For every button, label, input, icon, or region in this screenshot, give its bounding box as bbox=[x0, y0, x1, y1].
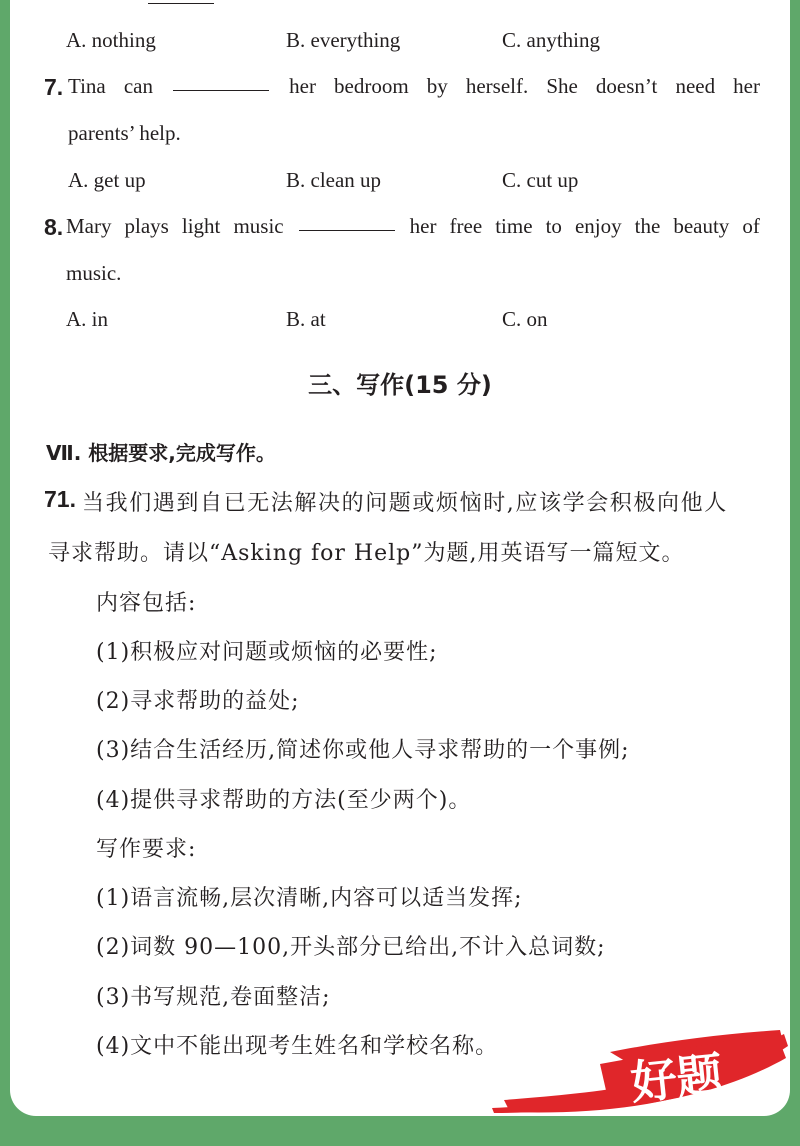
q8-word: free bbox=[449, 214, 483, 238]
q8-word: to bbox=[545, 214, 562, 238]
q71-prompt-line-1: 当我们遇到自已无法解决的问题或烦恼时,应该学会积极向他人 bbox=[82, 491, 728, 516]
q7-word: herself. bbox=[465, 74, 529, 98]
q7-word: Tina bbox=[68, 74, 106, 98]
stamp-text: 好题 bbox=[628, 1046, 726, 1111]
content-item-2: (2)寻求帮助的益处; bbox=[96, 689, 300, 714]
cut-off-answer-blank bbox=[148, 0, 214, 4]
q71-prompt-line-2: 寻求帮助。请以“Asking for Help”为题,用英语写一篇短文。 bbox=[48, 541, 685, 566]
q6-option-b[interactable]: B. everything bbox=[286, 28, 401, 52]
q7-line-2: parents’ help. bbox=[68, 121, 181, 145]
q7-number: 7. bbox=[44, 74, 64, 100]
q7-word: her bbox=[289, 74, 316, 98]
q8-option-c[interactable]: C. on bbox=[502, 307, 548, 331]
q8-word: plays bbox=[124, 214, 169, 238]
q8-word: beauty bbox=[673, 214, 730, 238]
part-7-heading: Ⅶ. 根据要求,完成写作。 bbox=[46, 441, 276, 465]
q7-word: need bbox=[675, 74, 716, 98]
requirement-item-2: (2)词数 90—100,开头部分已给出,不计入总词数; bbox=[96, 935, 606, 960]
q7-line-1 bbox=[68, 74, 760, 99]
q7-word: bedroom bbox=[334, 74, 409, 98]
q7-option-b[interactable]: B. clean up bbox=[286, 168, 382, 192]
q7-word: by bbox=[426, 74, 448, 98]
q8-word: her bbox=[409, 214, 437, 238]
content-item-1: (1)积极应对问题或烦恼的必要性; bbox=[96, 640, 438, 665]
q7-option-a[interactable]: A. get up bbox=[68, 168, 146, 192]
worksheet-page bbox=[10, 0, 790, 1116]
q8-option-a[interactable]: A. in bbox=[66, 307, 108, 331]
requirement-item-1: (1)语言流畅,层次清晰,内容可以适当发挥; bbox=[96, 886, 523, 911]
content-item-3: (3)结合生活经历,简述你或他人寻求帮助的一个事例; bbox=[96, 738, 630, 763]
requirement-item-4: (4)文中不能出现考生姓名和学校名称。 bbox=[96, 1034, 499, 1059]
q7-word: her bbox=[733, 74, 760, 98]
requirements-label: 写作要求: bbox=[96, 837, 197, 862]
q8-word: the bbox=[634, 214, 661, 238]
section-title: 三、写作(15 分) bbox=[308, 371, 492, 399]
requirement-item-3: (3)书写规范,卷面整洁; bbox=[96, 985, 331, 1010]
good-question-stamp bbox=[490, 1012, 790, 1116]
q6-option-a[interactable]: A. nothing bbox=[66, 28, 156, 52]
content-label: 内容包括: bbox=[96, 591, 197, 616]
q8-line-2: music. bbox=[66, 261, 122, 285]
content-item-4: (4)提供寻求帮助的方法(至少两个)。 bbox=[96, 788, 472, 813]
q8-word: light bbox=[181, 214, 221, 238]
q8-word: of bbox=[742, 214, 760, 238]
q8-word: Mary bbox=[66, 214, 112, 238]
q8-line-1 bbox=[66, 214, 760, 239]
q71-number: 71. bbox=[44, 486, 76, 512]
q8-answer-blank[interactable] bbox=[299, 214, 395, 231]
q8-option-b[interactable]: B. at bbox=[286, 307, 326, 331]
q7-word: She bbox=[546, 74, 578, 98]
q6-option-c[interactable]: C. anything bbox=[502, 28, 600, 52]
q8-number: 8. bbox=[44, 214, 64, 240]
q8-word: time bbox=[495, 214, 533, 238]
q7-answer-blank[interactable] bbox=[173, 74, 269, 91]
q7-option-c[interactable]: C. cut up bbox=[502, 168, 579, 192]
q7-word: can bbox=[123, 74, 153, 98]
q8-word: music bbox=[233, 214, 284, 238]
q7-word: doesn’t bbox=[595, 74, 658, 98]
q8-word: enjoy bbox=[574, 214, 622, 238]
